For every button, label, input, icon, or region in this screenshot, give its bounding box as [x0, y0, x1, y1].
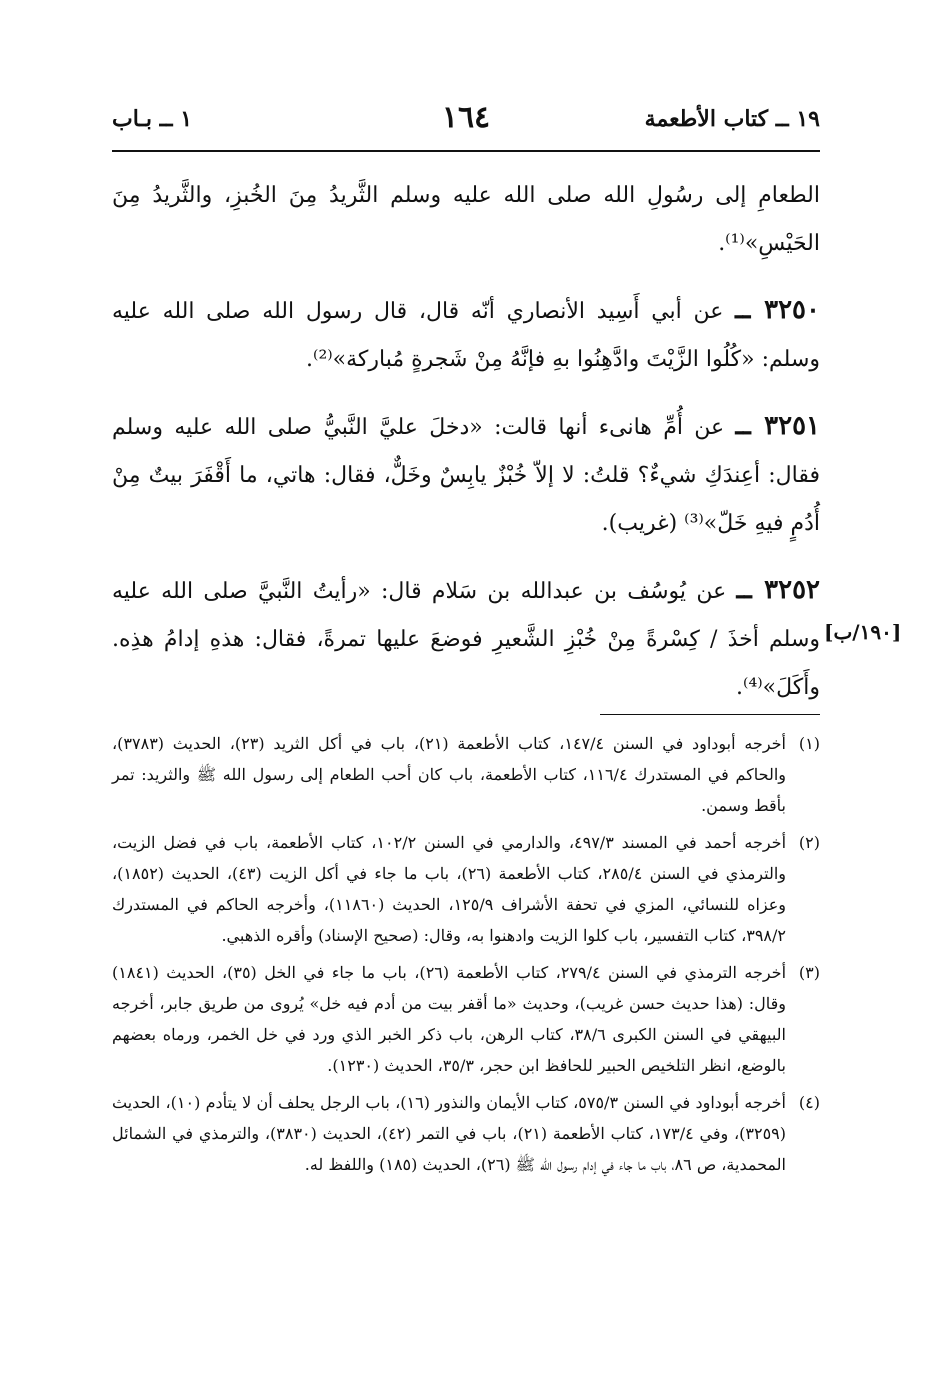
- paragraph: [112, 172, 820, 268]
- footnote-text: أخرجه الترمذي في السنن ٢٧٩/٤، كتاب الأطعمة (٢٦)، باب ما جاء في الخل (٣٥)، الحديث (١٨٤١) وقال: (هذا حديث حسن غريب)، وحديث «ما أقفر بيت من أدم فيه خل» يُروى من طريق جابر، أخرجه البيهقي في السنن الكبرى ٣٨/٦، كتاب الرهن، باب ذكر الخبر الذي ورد في خل الخمر، ورماه بعضهم بالوضع، انظر التلخيص الحبير للحافظ ابن حجر، ٣٥/٣، الحديث (١٢٣٠).: [112, 963, 787, 1075]
- footnotes: [112, 728, 820, 1186]
- hadith-3252: [112, 566, 820, 712]
- footnote-number: (٤): [798, 1093, 820, 1112]
- footnote-number: (٢): [798, 833, 820, 852]
- footnote-number: (١): [798, 734, 820, 753]
- main-text: [112, 172, 820, 730]
- footnote-4: [112, 1087, 820, 1180]
- hadith-number: ٣٢٥٠ ــ: [735, 295, 820, 325]
- footnote-text: أخرجه أبوداود في السنن ١٤٧/٤، كتاب الأطعمة (٢١)، باب في أكل الثريد (٢٣)، الحديث (٣٧٨٣)، والحاكم في المستدرك ١١٦/٤، كتاب الأطعمة، باب كان أحب الطعام إلى رسول الله ﷺ والثريد: تمر بأقط وسمن.: [112, 734, 786, 815]
- footnote-text: أخرجه أحمد في المسند ٤٩٧/٣، والدارمي في السنن ١٠٢/٢، كتاب الأطعمة، باب في فضل الزيت، والترمذي في السنن ٢٨٥/٤، كتاب الأطعمة (٢٦)، باب ما جاء في أكل الزيت (٤٣)، الحديث (١٨٥٢)، وعزاه للنسائي، المزي في تحفة الأشراف ١٢٥/٩، الحديث (١١٨٦٠)، وأخرجه الحاكم في المستدرك ٣٩٨/٢، كتاب التفسير، باب كلوا الزيت وادهنوا به، وقال: (صحيح الإسناد) وأقره الذهبي.: [112, 833, 787, 945]
- section-title: ١ ــ بـاب: [112, 106, 193, 132]
- footnote-text: أخرجه أبوداود في السنن ٥٧٥/٣، كتاب الأيمان والنذور (١٦)، باب الرجل يحلف أن لا يتأدم (١٠)، الحديث (٣٢٥٩)، وفي ١٧٣/٤، كتاب الأطعمة (٢١)، باب في التمر (٤٢)، الحديث (٣٨٣٠)، والترمذي في الشمائل المحمدية، ص ٨٦، باب ما جاء في إدام رسول الله ﷺ (٢٦)، الحديث (١٨٥) واللفظ له.: [112, 1093, 787, 1174]
- chapter-title: ١٩ ــ كتاب الأطعمة: [644, 106, 820, 132]
- hadith-number: ٣٢٥١ ــ: [735, 411, 820, 441]
- hadith-3250: [112, 286, 820, 384]
- header-divider: [112, 150, 820, 152]
- footnote-1: [112, 728, 820, 821]
- page-header: [112, 100, 820, 148]
- footnote-3: [112, 957, 820, 1081]
- margin-folio-note: [١٩٠/ب]: [824, 620, 902, 644]
- paragraph-text: الطعامِ إلى رسُولِ الله صلى الله عليه وسلم الثَّريدُ مِنَ الخُبزِ، والثَّريدُ مِنَ الحَيْسِ»⁽¹⁾.: [112, 183, 820, 256]
- footnote-divider: [600, 714, 820, 715]
- hadith-text: عن أُمِّ هانىء أنها قالت: «دخلَ عليَّ النَّبيُّ صلى الله عليه وسلم فقال: أعِندَكِ شيءٌ؟ قلتُ: لا إلاّ خُبْزٌ يابِسٌ وخَلٌّ، فقال: هاتي، ما أَقْفَرَ بيتٌ مِنْ أُدُمٍ فيهِ خَلّ»⁽³⁾ (غريب).: [112, 415, 820, 536]
- hadith-text: عن أبي أَسِيد الأنصاري أنّه قال، قال رسول الله صلى الله عليه وسلم: «كُلُوا الزَّيْتَ وادَّهِنُوا بهِ فإنَّهُ مِنْ شَجرةٍ مُباركة»⁽²⁾.: [112, 299, 820, 372]
- hadith-number: ٣٢٥٢ ــ: [736, 575, 821, 605]
- footnote-number: (٣): [798, 963, 820, 982]
- page-number: ١٦٤: [441, 100, 491, 135]
- hadith-text: عن يُوسُف بن عبدالله بن سَلام قال: «رأيتُ النَّبيَّ صلى الله عليه وسلم أخذَ / كِسْرةً مِنْ خُبْزِ الشَّعيرِ فوضعَ عليها تمرةً، فقال: هذهِ إدامُ هذِه. وأَكَلَ»⁽⁴⁾.: [112, 579, 820, 700]
- hadith-3251: [112, 402, 820, 548]
- footnote-2: [112, 827, 820, 951]
